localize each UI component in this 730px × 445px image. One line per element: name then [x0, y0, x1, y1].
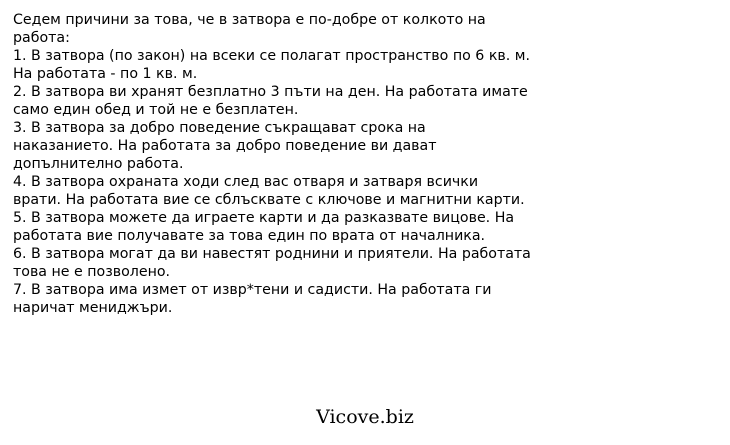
joke-line: 6. В затвора могат да ви навестят роднини и приятели. На работата: [13, 246, 531, 262]
joke-line: допълнително работа.: [13, 156, 184, 172]
joke-line: На работата - по 1 кв. м.: [13, 66, 198, 82]
joke-line: врати. На работата вие се сблъсквате с ключове и магнитни карти.: [13, 192, 525, 208]
joke-line: 5. В затвора можете да играете карти и да разказвате вицове. На: [13, 210, 515, 226]
joke-line: 3. В затвора за добро поведение съкращават срока на: [13, 120, 426, 136]
joke-line: 2. В затвора ви хранят безплатно 3 пъти на ден. На работата имате: [13, 84, 528, 100]
joke-line: само един обед и той не е безплатен.: [13, 102, 299, 118]
joke-line: наказанието. На работата за добро поведение ви дават: [13, 138, 437, 154]
joke-line: това не е позволено.: [13, 264, 171, 280]
joke-line: работа:: [13, 30, 70, 46]
joke-line: 4. В затвора охраната ходи след вас отваря и затваря всички: [13, 174, 479, 190]
joke-line: наричат мениджъри.: [13, 300, 173, 316]
joke-line: 1. В затвора (по закон) на всеки се полагат пространство по 6 кв. м.: [13, 48, 530, 64]
joke-line: Седем причини за това, че в затвора е по-добре от колкото на: [13, 12, 486, 28]
joke-line: 7. В затвора има измет от извр*тени и садисти. На работата ги: [13, 282, 492, 298]
site-watermark: Vicove.biz: [316, 406, 414, 428]
joke-text: [13, 11, 593, 317]
joke-line: работата вие получавате за това един по врата от началника.: [13, 228, 486, 244]
